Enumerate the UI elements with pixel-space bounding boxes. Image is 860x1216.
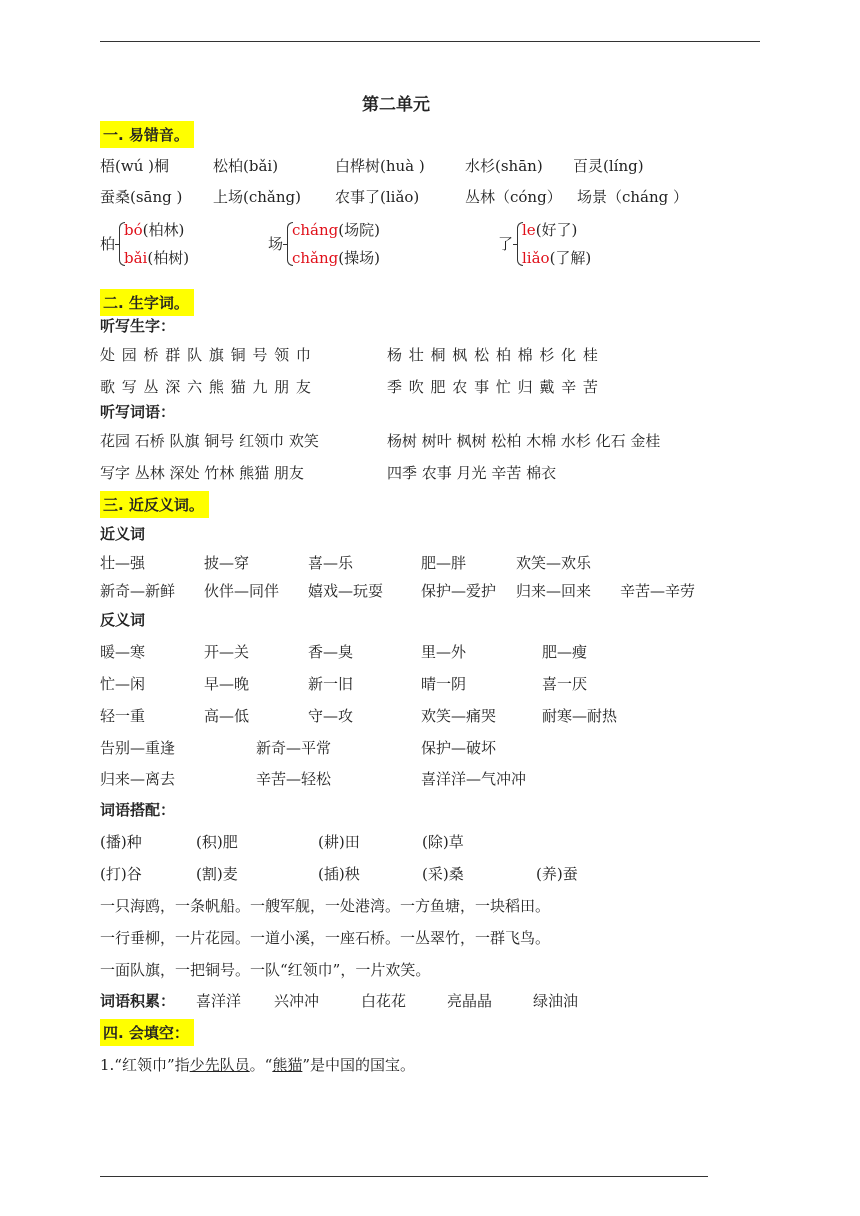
fill-answer: 熊猫 xyxy=(272,1056,303,1074)
top-rule xyxy=(100,41,760,42)
word-pair: 伙伴—同伴 xyxy=(204,582,280,600)
fill-text: ”是中国的国宝。 xyxy=(302,1056,416,1074)
chars-row: 季 吹 肥 农 事 忙 归 戴 辛 苦 xyxy=(387,378,598,396)
collocation-item: (打)谷 xyxy=(100,865,142,883)
word-pair: 壮—强 xyxy=(100,554,146,572)
fill-item-1 xyxy=(100,1054,415,1075)
measure-word-line: 一只海鸥，一条帆船。一艘军舰，一处港湾。一方鱼塘，一块稻田。 xyxy=(100,897,551,915)
word-pair: 辛苦—辛劳 xyxy=(620,582,696,600)
word-pair: 告别—重逢 xyxy=(100,739,176,757)
words-row: 花园 石桥 队旗 铜号 红领巾 欢笑 xyxy=(100,432,319,450)
word-pair: 新一旧 xyxy=(308,675,354,693)
words-row: 写字 丛林 深处 竹林 熊猫 朋友 xyxy=(100,464,304,482)
collocation-label: 词语搭配： xyxy=(100,801,176,819)
polyphone-reading: liǎo(了解) xyxy=(522,249,592,267)
word-pair: 欢笑—欢乐 xyxy=(516,554,592,572)
collocation-item: (采)桑 xyxy=(422,865,464,883)
pronunciation-item: 白桦树(huà ) xyxy=(335,157,425,175)
measure-word-line: 一行垂柳，一片花园。一道小溪，一座石桥。一丛翠竹，一群飞鸟。 xyxy=(100,929,551,947)
pronunciation-item: 场景（cháng ） xyxy=(577,188,689,206)
chars-row: 杨 壮 桐 枫 松 柏 棉 杉 化 桂 xyxy=(387,346,598,364)
pronunciation-item: 农事了(liǎo) xyxy=(335,188,420,206)
section-heading-synonyms-antonyms: 三. 近反义词。 xyxy=(100,491,209,518)
word-pair: 轻一重 xyxy=(100,707,146,725)
collocation-item: (养)蚕 xyxy=(536,865,578,883)
antonyms-label: 反义词 xyxy=(100,611,146,629)
word-pair: 披—穿 xyxy=(204,554,250,572)
polyphone-reading: le(好了) xyxy=(522,221,578,239)
pronunciation-item: 蚕桑(sāng ) xyxy=(100,188,183,206)
section-heading-characters: 二. 生字词。 xyxy=(100,289,194,316)
accumulation-label: 词语积累： xyxy=(100,992,176,1010)
polyphone-reading: cháng(场院) xyxy=(292,221,380,239)
pronunciation-item: 梧(wú )桐 xyxy=(100,157,169,175)
word-pair: 忙—闲 xyxy=(100,675,146,693)
accumulation-word: 喜洋洋 xyxy=(196,992,242,1010)
accumulation-word: 绿油油 xyxy=(533,992,579,1010)
word-pair: 喜—乐 xyxy=(308,554,354,572)
word-pair: 欢笑—痛哭 xyxy=(421,707,497,725)
pronunciation-item: 丛林（cóng） xyxy=(465,188,562,206)
word-pair: 高—低 xyxy=(204,707,250,725)
word-pair: 香—臭 xyxy=(308,643,354,661)
section-heading-pronunciation: 一. 易错音。 xyxy=(100,121,194,148)
words-row: 杨树 树叶 枫树 松柏 木棉 水杉 化石 金桂 xyxy=(387,432,661,450)
word-pair: 保护—破坏 xyxy=(421,739,497,757)
word-pair: 肥—瘦 xyxy=(542,643,588,661)
polyphone-char: 场 xyxy=(268,235,284,253)
pronunciation-item: 水杉(shān) xyxy=(465,157,543,175)
collocation-item: (积)肥 xyxy=(196,833,238,851)
word-pair: 新奇—平常 xyxy=(256,739,332,757)
polyphone-reading: chǎng(操场) xyxy=(292,249,380,267)
word-pair: 归来—离去 xyxy=(100,770,176,788)
fill-answer: 少先队员 xyxy=(189,1056,250,1074)
word-pair: 里—外 xyxy=(421,643,467,661)
chars-row: 处 园 桥 群 队 旗 铜 号 领 巾 xyxy=(100,346,311,364)
accumulation-word: 兴冲冲 xyxy=(274,992,320,1010)
pronunciation-item: 上场(chǎng) xyxy=(213,188,301,206)
word-pair: 喜一厌 xyxy=(542,675,588,693)
word-pair: 新奇—新鲜 xyxy=(100,582,176,600)
word-pair: 归来—回来 xyxy=(516,582,592,600)
synonyms-label: 近义词 xyxy=(100,525,146,543)
polyphone-char: 了 xyxy=(498,235,514,253)
collocation-item: (播)种 xyxy=(100,833,142,851)
words-row: 四季 农事 月光 辛苦 棉衣 xyxy=(387,464,557,482)
word-pair: 开—关 xyxy=(204,643,250,661)
dictation-words-label: 听写词语： xyxy=(100,403,176,421)
pronunciation-item: 松柏(bǎi) xyxy=(213,157,279,175)
polyphone-reading: bó(柏林) xyxy=(124,221,185,239)
word-pair: 保护—爱护 xyxy=(421,582,497,600)
polyphone-reading: bǎi(柏树) xyxy=(124,249,190,267)
dictation-chars-label: 听写生字： xyxy=(100,317,176,335)
page-title: 第二单元 xyxy=(362,95,430,115)
word-pair: 守—攻 xyxy=(308,707,354,725)
polyphone-char: 柏 xyxy=(100,235,116,253)
word-pair: 嬉戏—玩耍 xyxy=(308,582,384,600)
collocation-item: (割)麦 xyxy=(196,865,238,883)
word-pair: 辛苦—轻松 xyxy=(256,770,332,788)
word-pair: 晴一阴 xyxy=(421,675,467,693)
collocation-item: (除)草 xyxy=(422,833,464,851)
bottom-rule xyxy=(100,1176,708,1177)
fill-text: 1.“红领巾”指 xyxy=(100,1056,190,1074)
pronunciation-item: 百灵(líng) xyxy=(573,157,644,175)
measure-word-line: 一面队旗，一把铜号。一队“红领巾”，一片欢笑。 xyxy=(100,961,431,979)
word-pair: 喜洋洋—气冲冲 xyxy=(421,770,527,788)
word-pair: 肥—胖 xyxy=(421,554,467,572)
collocation-item: (耕)田 xyxy=(318,833,360,851)
accumulation-word: 白花花 xyxy=(361,992,407,1010)
word-pair: 暖—寒 xyxy=(100,643,146,661)
collocation-item: (插)秧 xyxy=(318,865,360,883)
word-pair: 耐寒—耐热 xyxy=(542,707,618,725)
chars-row: 歌 写 丛 深 六 熊 猫 九 朋 友 xyxy=(100,378,311,396)
word-pair: 早—晚 xyxy=(204,675,250,693)
section-heading-fill-blanks: 四. 会填空： xyxy=(100,1019,194,1046)
accumulation-word: 亮晶晶 xyxy=(447,992,493,1010)
fill-text: 。“ xyxy=(249,1056,273,1074)
